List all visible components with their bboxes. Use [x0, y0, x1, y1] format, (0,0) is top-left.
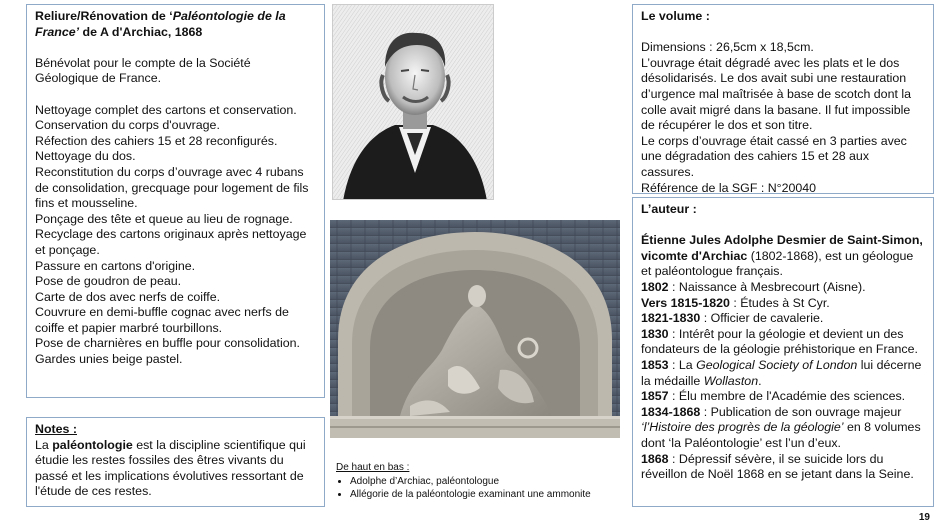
- restoration-step: Ponçage des tête et queue au lieu de rognage.: [35, 211, 293, 226]
- caption-heading: De haut en bas :: [336, 462, 410, 473]
- caption-list: [336, 475, 626, 501]
- page-number: 19: [918, 512, 930, 523]
- restoration-step: Gardes unies beige pastel.: [35, 352, 183, 367]
- restoration-steps: [35, 103, 316, 368]
- caption-item: • Allégorie de la paléontologie examinant une ammonite: [350, 488, 626, 501]
- restoration-step: Carte de dos avec nerfs de coiffe.: [35, 289, 221, 304]
- notes-box: [26, 417, 325, 507]
- restoration-step: Réfection des cahiers 15 et 28 reconfigurés.: [35, 133, 278, 148]
- author-event: 1857 : Élu membre de l'Académie des sciences.: [641, 389, 906, 404]
- restoration-step: Nettoyage du dos.: [35, 149, 136, 164]
- restoration-step: Recyclage des cartons originaux après nettoyage et ponçage.: [35, 227, 307, 257]
- author-event: 1830 : Intérêt pour la géologie et devient un des fondateurs de la géologie préhistorique en France.: [641, 326, 918, 357]
- author-box: [632, 197, 934, 507]
- restoration-step: Pose de charnières en buffle pour consolidation.: [35, 336, 300, 351]
- caption-item: • Adolphe d’Archiac, paléontologue: [350, 475, 626, 488]
- restoration-step: Passure en cartons d'origine.: [35, 258, 196, 273]
- volume-line: Le corps d’ouvrage était cassé en 3 parties avec une dégradation des cahiers 15 et 28 aux cassures.: [641, 133, 907, 179]
- volume-line: Dimensions : 26,5cm x 18,5cm.: [641, 40, 814, 55]
- restoration-step: Conservation du corps d'ouvrage.: [35, 118, 220, 133]
- author-event: 1853 : La Geological Society of London lui décerne la médaille Wollaston.: [641, 357, 922, 388]
- author-heading: L’auteur :: [641, 202, 697, 216]
- volume-line: Référence de la SGF : N°20040: [641, 180, 817, 195]
- author-event: 1821-1830 : Officier de cavalerie.: [641, 311, 824, 326]
- restoration-heading: Reliure/Rénovation de ‘Paléontologie de la France’ de A d'Archiac, 1868: [35, 9, 286, 39]
- author-event: 1834-1868 : Publication de son ouvrage majeur ‘l’Histoire des progrès de la géologie’ en 8 volumes dont ‘la Paléontologie’ est l’un d’eux.: [641, 404, 921, 450]
- restoration-box: [26, 4, 325, 398]
- notes-text: La paléontologie est la discipline scientifique qui étudie les restes fossiles des êtres vivants du passé et les implications évolutives ressortant de l'étude de ces restes.: [35, 437, 306, 499]
- image-caption: [336, 461, 626, 501]
- volume-box: [632, 4, 934, 194]
- volume-heading: Le volume :: [641, 9, 710, 23]
- restoration-step: Reconstitution du corps d’ouvrage avec 4 rubans de consolidation, grecquage pour logement de fils fins et mousseline.: [35, 164, 309, 211]
- restoration-step: Nettoyage complet des cartons et conservation.: [35, 102, 297, 117]
- notes-heading: Notes :: [35, 422, 77, 436]
- author-event: Vers 1815-1820 : Études à St Cyr.: [641, 295, 830, 310]
- author-event: 1868 : Dépressif sévère, il se suicide lors du réveillon de Noël 1868 en se jetant dans la Seine.: [641, 451, 914, 482]
- restoration-intro: Bénévolat pour le compte de la Société Géologique de France.: [35, 55, 251, 86]
- portrait-image: [332, 4, 494, 200]
- author-name: Étienne Jules Adolphe Desmier de Saint-Simon, vicomte d'Archiac: [641, 233, 923, 263]
- pediment-sculpture-image: [330, 220, 620, 438]
- author-event: 1802 : Naissance à Mesbrecourt (Aisne).: [641, 279, 866, 294]
- restoration-step: Pose de goudron de peau.: [35, 274, 182, 289]
- author-intro: Étienne Jules Adolphe Desmier de Saint-Simon, vicomte d'Archiac (1802-1868), est un géologue et paléontologue français.: [641, 233, 923, 279]
- restoration-step: Couvrure en demi-buffle cognac avec nerfs de coiffe et papier marbré tourbillons.: [35, 305, 289, 335]
- volume-line: L’ouvrage était dégradé avec les plats et le dos désolidarisés. Le dos avait subi une restauration d’urgence mal maîtrisée à base de scotch dont la colle avait migré dans la basane. Il fut impossible de récupérer le dos et son titre.: [641, 55, 911, 133]
